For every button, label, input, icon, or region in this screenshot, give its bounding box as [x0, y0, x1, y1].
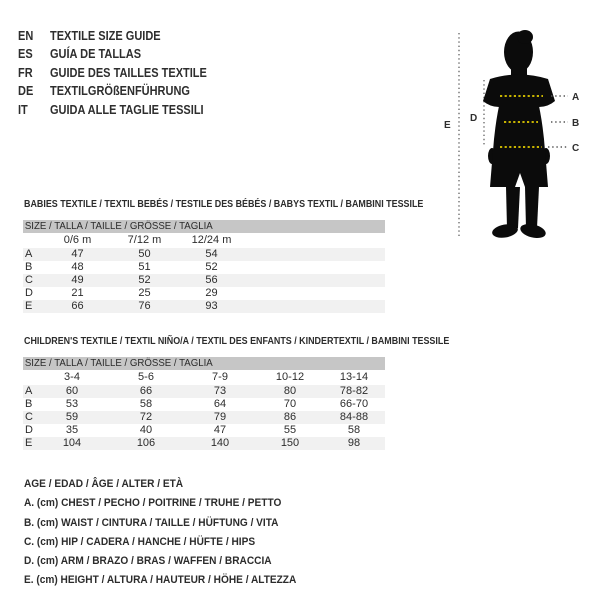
babies-col-header: 0/6 m: [63, 234, 92, 246]
babies-section-title: BABIES TEXTILE / TEXTIL BEBÉS / TESTILE DES BÉBÉS / BABYS TEXTIL / BAMBINI TESSILE: [24, 198, 424, 210]
table-row-d: [23, 287, 385, 300]
table-cell: 64: [213, 398, 227, 410]
table-cell: 52: [205, 261, 218, 273]
silhouette-shirt: [483, 75, 555, 152]
lang-en: [18, 27, 228, 45]
table-cell: 54: [205, 248, 218, 260]
babies-col-header: 12/24 m: [191, 234, 232, 246]
lang-text-fr: GUIDE DES TAILLES TEXTILE: [50, 65, 207, 80]
row-label: E: [25, 300, 33, 312]
silhouette-hair: [517, 30, 533, 44]
filler-cell: [245, 274, 385, 287]
lang-code-de: DE: [18, 84, 34, 99]
table-cell: 35: [65, 424, 79, 436]
babies-columns-row: [23, 233, 385, 248]
table-cell: 84-88: [339, 411, 369, 423]
table-cell: 76: [138, 300, 151, 312]
hip-label: C: [572, 143, 580, 154]
table-cell: 40: [139, 424, 153, 436]
table-cell: 47: [213, 424, 227, 436]
table-cell: 66-70: [339, 398, 369, 410]
filler-cell: [23, 233, 44, 248]
children-col-header: 7-9: [212, 371, 228, 383]
babies-col-header: 7/12 m: [127, 234, 162, 246]
filler-cell: [245, 248, 385, 261]
row-label: C: [25, 411, 33, 423]
legend-waist: B. (cm) WAIST / CINTURA / TAILLE / HÜFTUNG / VITA: [24, 516, 279, 529]
children-size-table: [23, 370, 385, 450]
table-cell: 66: [71, 300, 84, 312]
children-col-header: 3-4: [64, 371, 80, 383]
table-cell: 58: [347, 424, 361, 436]
lang-fr: [18, 64, 228, 82]
row-label: D: [25, 424, 33, 436]
table-cell: 58: [139, 398, 153, 410]
lang-text-de: TEXTILGRÖßENFÜHRUNG: [50, 84, 190, 99]
filler-cell: [245, 287, 385, 300]
legend-hip: C. (cm) HIP / CADERA / HANCHE / HÜFTE / HIPS: [24, 535, 256, 548]
lang-code-fr: FR: [18, 65, 33, 80]
table-cell: 49: [71, 274, 84, 286]
children-size-band: [23, 357, 385, 370]
row-label: B: [25, 398, 33, 410]
table-cell: 29: [205, 287, 218, 299]
chest-label: A: [572, 92, 580, 103]
table-cell: 93: [205, 300, 218, 312]
table-row-a: [23, 248, 385, 261]
children-col-header: 10-12: [275, 371, 305, 383]
lang-it: [18, 101, 228, 119]
legend-arm: D. (cm) ARM / BRAZO / BRAS / WAFFEN / BRACCIA: [24, 555, 272, 568]
lang-de: [18, 82, 228, 100]
language-list: [18, 27, 228, 119]
silhouette-right-leg: [525, 187, 539, 228]
table-cell: 86: [283, 411, 297, 423]
table-cell: 60: [65, 385, 79, 397]
table-cell: 72: [139, 411, 153, 423]
legend-height: E. (cm) HEIGHT / ALTURA / HAUTEUR / HÖHE / ALTEZZA: [24, 574, 297, 587]
filler-cell: [245, 261, 385, 274]
children-section-title: CHILDREN'S TEXTILE / TEXTIL NIÑO/A / TEXTIL DES ENFANTS / KINDERTEXTIL / BAMBINI TESSILE: [24, 335, 450, 347]
row-label: B: [25, 261, 33, 273]
children-size-band-label: SIZE / TALLA / TAILLE / GRÖSSE / TAGLIA: [24, 357, 213, 369]
height-label: E: [444, 120, 451, 131]
row-label: A: [25, 385, 33, 397]
table-row-b: [23, 261, 385, 274]
table-cell: 47: [71, 248, 84, 260]
lang-code-es: ES: [18, 47, 33, 62]
filler-cell: [23, 370, 35, 385]
table-cell: 73: [213, 385, 227, 397]
table-row-c: [23, 411, 385, 424]
lang-text-en: TEXTILE SIZE GUIDE: [50, 29, 161, 43]
table-cell: 51: [138, 261, 151, 273]
children-col-header: 5-6: [138, 371, 154, 383]
table-cell: 150: [280, 437, 300, 449]
lang-text-it: GUIDA ALLE TAGLIE TESSILI: [50, 102, 204, 117]
table-cell: 59: [65, 411, 79, 423]
measurement-legend: [24, 475, 320, 591]
table-row-e: [23, 437, 385, 450]
table-cell: 55: [283, 424, 297, 436]
table-cell: 25: [138, 287, 151, 299]
legend-chest: A. (cm) CHEST / PECHO / POITRINE / TRUHE / PETTO: [24, 497, 282, 510]
babies-size-band-label: SIZE / TALLA / TAILLE / GRÖSSE / TAGLIA: [24, 220, 213, 232]
measurement-figure: [440, 10, 600, 250]
table-cell: 78-82: [339, 385, 369, 397]
filler-cell: [245, 300, 385, 313]
lang-es: [18, 45, 228, 63]
table-cell: 56: [205, 274, 218, 286]
table-cell: 66: [139, 385, 153, 397]
table-cell: 140: [210, 437, 230, 449]
legend-age: AGE / EDAD / ÂGE / ALTER / ETÀ: [24, 478, 184, 490]
row-label: E: [25, 437, 33, 449]
lang-code-en: EN: [18, 29, 34, 43]
table-row-d: [23, 424, 385, 437]
lang-text-es: GUÍA DE TALLAS: [50, 47, 142, 62]
babies-size-band: [23, 220, 385, 233]
table-row-a: [23, 385, 385, 398]
arm-label: D: [470, 113, 478, 124]
children-columns-row: [23, 370, 385, 385]
row-label: A: [25, 248, 33, 260]
children-col-header: 13-14: [339, 371, 369, 383]
table-cell: 104: [62, 437, 82, 449]
table-cell: 80: [283, 385, 297, 397]
table-cell: 21: [71, 287, 84, 299]
table-cell: 98: [347, 437, 361, 449]
babies-size-table: [23, 233, 385, 313]
row-label: D: [25, 287, 33, 299]
silhouette-right-shoe: [519, 222, 547, 241]
silhouette-shorts: [490, 150, 548, 187]
filler-cell: [245, 233, 385, 248]
table-cell: 48: [71, 261, 84, 273]
table-row-e: [23, 300, 385, 313]
silhouette-left-leg: [506, 187, 520, 228]
lang-code-it: IT: [18, 102, 28, 117]
table-cell: 70: [283, 398, 297, 410]
table-cell: 53: [65, 398, 79, 410]
table-cell: 79: [213, 411, 227, 423]
table-row-c: [23, 274, 385, 287]
row-label: C: [25, 274, 33, 286]
table-cell: 106: [136, 437, 156, 449]
table-cell: 50: [138, 248, 151, 260]
table-cell: 52: [138, 274, 151, 286]
waist-label: B: [572, 118, 580, 129]
table-row-b: [23, 398, 385, 411]
